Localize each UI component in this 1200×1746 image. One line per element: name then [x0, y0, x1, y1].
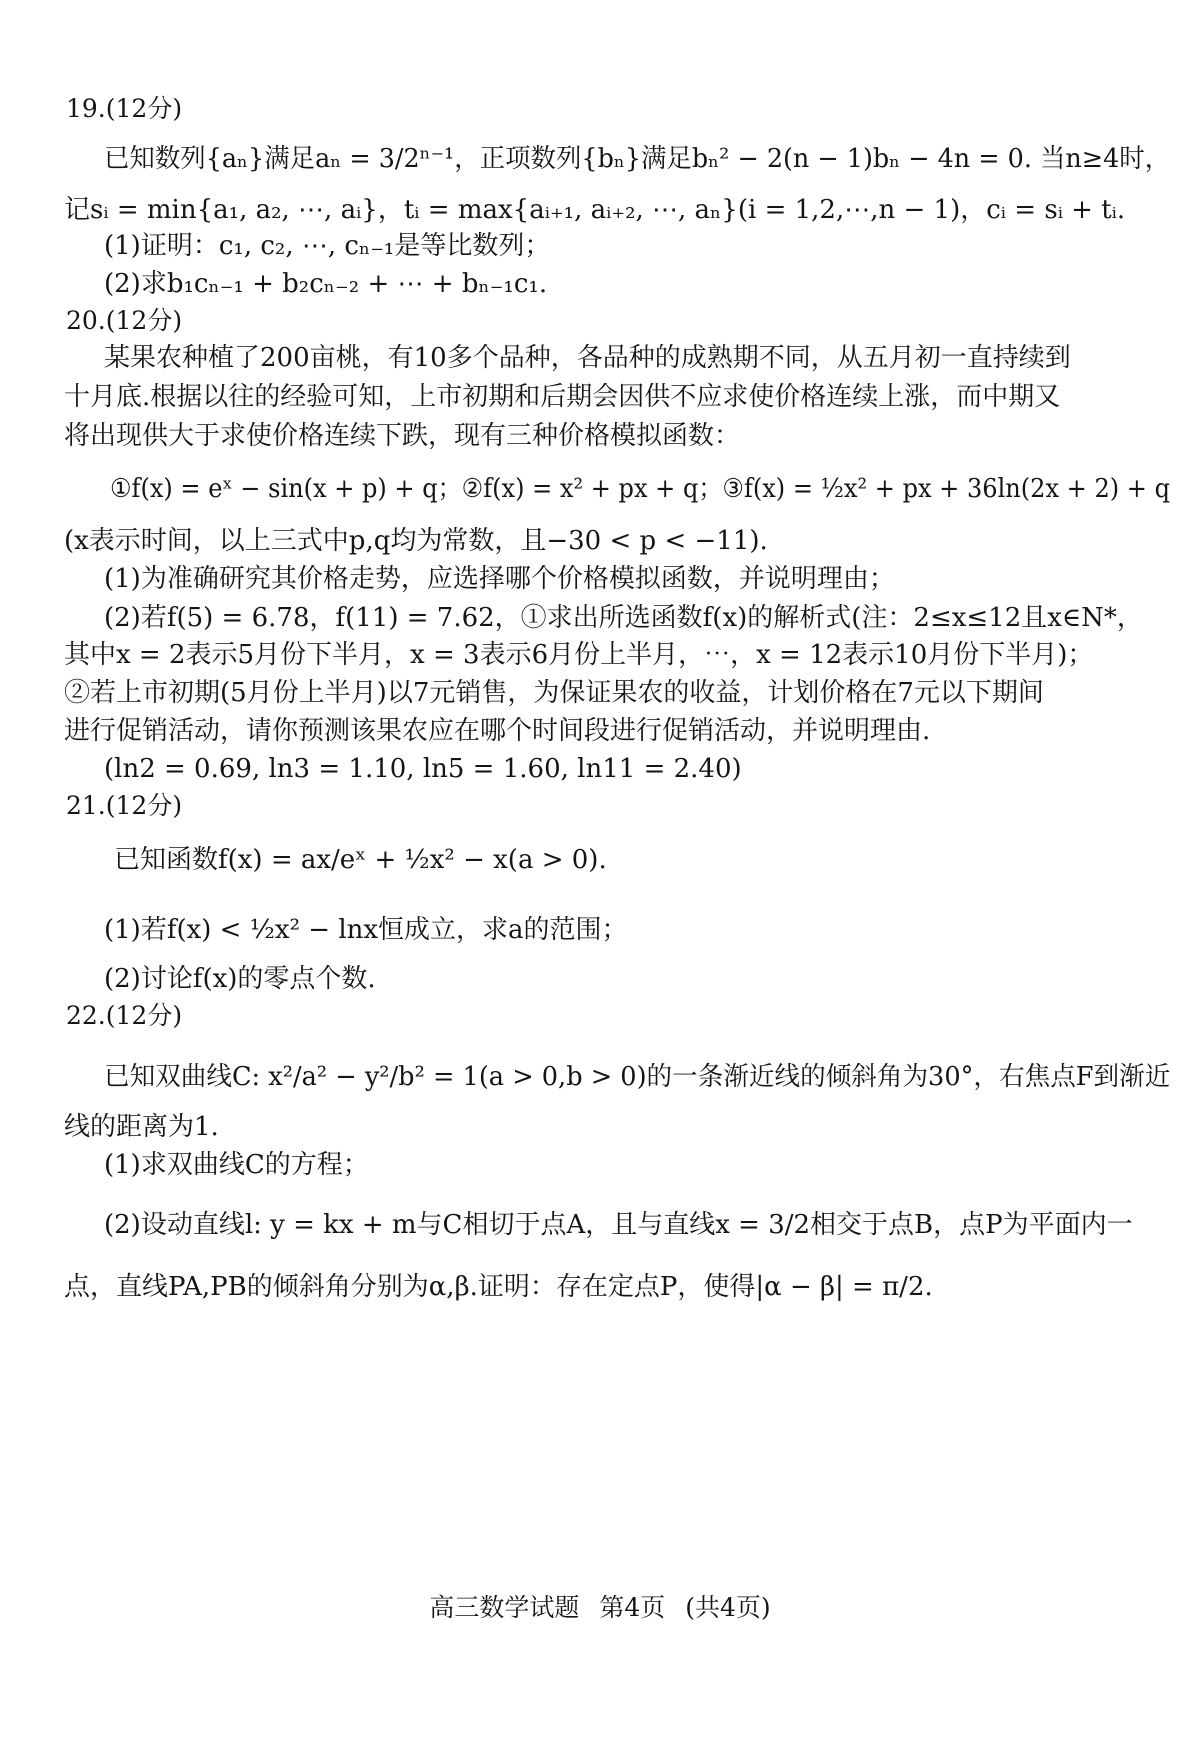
q20-line-1: 某果农种植了200亩桃，有10多个品种，各品种的成熟期不同，从五月初一直持续到: [104, 343, 1071, 373]
q22-part-2a: (2)设动直线l: y = kx + m与C相切于点A，且与直线x = 3/2相交于点B，点P为平面内一: [104, 1210, 1133, 1240]
q20-header: 20.(12分): [66, 306, 183, 335]
q20-part-1: (1)为准确研究其价格走势，应选择哪个价格模拟函数，并说明理由；: [104, 564, 895, 594]
q20-part-2a: (2)若f(5) = 6.78，f(11) = 7.62，①求出所选函数f(x)的解析式(注：2≤x≤12且x∈N*，: [104, 603, 1143, 633]
q19-line-2: 记sᵢ = min{a₁, a₂, ⋯, aᵢ}，tᵢ = max{aᵢ₊₁, aᵢ₊₂, ⋯, aₙ}(i = 1,2,⋯,n − 1)，cᵢ = sᵢ + tᵢ.: [64, 195, 1126, 225]
q20-part-2d: 进行促销活动，请你预测该果农应在哪个时间段进行促销活动，并说明理由.: [64, 716, 931, 746]
q19-part-1: (1)证明：c₁, c₂, ⋯, cₙ₋₁是等比数列；: [104, 231, 551, 261]
page-footer: [0, 1588, 1200, 1624]
q20-line-2: 十月底.根据以往的经验可知，上市初期和后期会因供不应求使价格连续上涨，而中期又: [64, 382, 1061, 412]
q20-line-3: 将出现供大于求使价格连续下跌，现有三种价格模拟函数：: [64, 421, 741, 451]
q20-part-2c: ②若上市初期(5月份上半月)以7元销售，为保证果农的收益，计划价格在7元以下期间: [64, 678, 1044, 708]
q20-part-2b: 其中x = 2表示5月份下半月，x = 3表示6月份上半月，⋯，x = 12表示10月份下半月)；: [64, 640, 1094, 670]
q19-part-2: (2)求b₁cₙ₋₁ + b₂cₙ₋₂ + ⋯ + bₙ₋₁c₁.: [104, 269, 548, 299]
q22-line-1: 已知双曲线C: x²/a² − y²/b² = 1(a > 0,b > 0)的一条渐近线的倾斜角为30°，右焦点F到渐近: [104, 1062, 1171, 1092]
q22-header: 22.(12分): [66, 1001, 183, 1030]
q20-note: (x表示时间，以上三式中p,q均为常数，且−30 < p < −11).: [64, 526, 768, 556]
q21-part-1: (1)若f(x) < ½x² − lnx恒成立，求a的范围；: [104, 915, 628, 945]
q19-line-1: 已知数列{aₙ}满足aₙ = 3/2ⁿ⁻¹，正项数列{bₙ}满足bₙ² − 2(n − 1)bₙ − 4n = 0. 当n≥4时，: [104, 144, 1171, 174]
q20-formulas: ①f(x) = eˣ − sin(x + p) + q；②f(x) = x² + px + q；③f(x) = ½x² + px + 36ln(2x + 2) + q: [110, 474, 1170, 504]
q19-header: 19.(12分): [66, 94, 183, 123]
q20-logs: (ln2 = 0.69, ln3 = 1.10, ln5 = 1.60, ln11 = 2.40): [104, 754, 742, 784]
q22-line-2: 线的距离为1.: [64, 1112, 219, 1142]
q22-part-1: (1)求双曲线C的方程；: [104, 1150, 369, 1180]
q21-header: 21.(12分): [66, 791, 183, 820]
footer-page-number: 第4页: [599, 1593, 666, 1622]
q21-line-1: 已知函数f(x) = ax/eˣ + ½x² − x(a > 0).: [114, 845, 607, 875]
q22-part-2b: 点，直线PA,PB的倾斜角分别为α,β.证明：存在定点P，使得|α − β| = π/2.: [64, 1272, 933, 1302]
q21-part-2: (2)讨论f(x)的零点个数.: [104, 964, 376, 994]
footer-total-pages: (共4页): [685, 1593, 771, 1622]
footer-title: 高三数学试题: [429, 1593, 580, 1622]
